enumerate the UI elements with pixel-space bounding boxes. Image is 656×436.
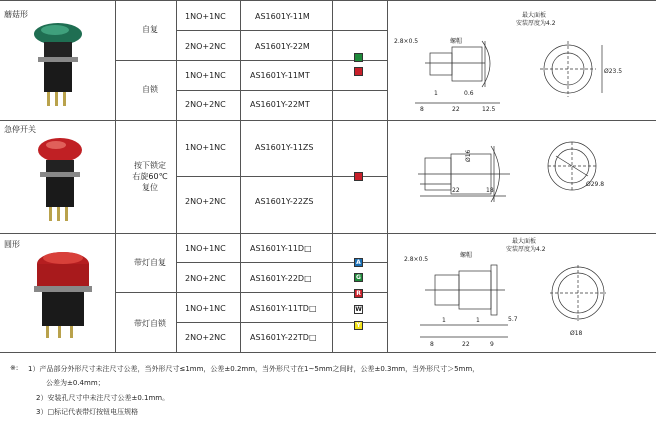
dim-label: 安装厚度为4.2 — [506, 246, 546, 253]
color-swatch: G — [354, 273, 363, 282]
dim-label: 22 — [462, 341, 470, 348]
dim-label: 螺帽 — [450, 38, 463, 45]
function-label: 带灯自锁 — [134, 319, 166, 328]
dimension-drawing — [390, 235, 655, 352]
model-number: AS1601Y-11ZS — [255, 143, 314, 152]
model-number: AS1601Y-11M — [255, 12, 310, 21]
dim-label: Ø29.8 — [586, 181, 605, 188]
function-label: 自锁 — [142, 85, 158, 94]
dimension-drawing — [390, 122, 655, 232]
function-label: 按下锁定 右旋60℃ 复位 — [132, 161, 168, 192]
color-swatch: R — [354, 289, 363, 298]
model-number: AS1601Y-11MT — [250, 71, 310, 80]
note-2: 2）安装孔尺寸中未注尺寸公差±0.1mm。 — [36, 394, 170, 402]
function-label: 自复 — [142, 25, 158, 34]
category-label: 圆形 — [4, 240, 20, 249]
dim-label: 安装厚度为4.2 — [516, 20, 556, 27]
model-number: AS1601Y-22D□ — [250, 274, 312, 283]
category-label: 蘑菇形 — [4, 10, 28, 19]
color-swatch: A — [354, 258, 363, 267]
mushroom-button-photo — [28, 20, 88, 110]
color-swatch — [354, 67, 363, 76]
color-swatch: W — [355, 306, 362, 313]
round-illuminated-button-photo — [28, 244, 98, 344]
dim-label: 9 — [490, 341, 494, 348]
note-3: 3）□标记代表带灯按钮电压规格 — [36, 408, 139, 416]
notes-marker: ※: — [10, 364, 19, 372]
dim-label: 8 — [430, 341, 434, 348]
contact-label: 1NO+1NC — [185, 143, 226, 152]
contact-label: 1NO+1NC — [185, 12, 226, 21]
dim-label: 5.7 — [508, 316, 518, 323]
note-1-cont: 公差为±0.4mm； — [46, 379, 105, 387]
contact-label: 2NO+2NC — [185, 100, 226, 109]
dim-label: 2.8×0.5 — [404, 256, 429, 263]
contact-label: 2NO+2NC — [185, 333, 226, 342]
contact-label: 1NO+1NC — [185, 71, 226, 80]
category-label: 急停开关 — [4, 125, 36, 134]
dim-label: 22 — [452, 106, 460, 113]
contact-label: 1NO+1NC — [185, 244, 226, 253]
model-number: AS1601Y-11TD□ — [250, 304, 317, 313]
dim-label: 螺帽 — [460, 252, 473, 259]
color-swatch — [354, 172, 363, 181]
model-number: AS1601Y-22MT — [250, 100, 310, 109]
dim-label: Ø18 — [570, 330, 583, 337]
dim-label: Ø16 — [465, 149, 472, 162]
color-swatch: Y — [354, 321, 363, 330]
dim-label: Ø23.5 — [604, 68, 623, 75]
dimension-drawing — [390, 3, 655, 118]
contact-label: 2NO+2NC — [185, 197, 226, 206]
dim-label: 8 — [420, 106, 424, 113]
color-swatch — [354, 53, 363, 62]
dim-label: 2.8×0.5 — [394, 38, 419, 45]
model-number: AS1601Y-22M — [255, 42, 310, 51]
contact-label: 2NO+2NC — [185, 42, 226, 51]
model-number: AS1601Y-22ZS — [255, 197, 314, 206]
function-label: 带灯自复 — [134, 258, 166, 267]
contact-label: 2NO+2NC — [185, 274, 226, 283]
dim-label: 0.6 — [464, 90, 474, 97]
model-number: AS1601Y-22TD□ — [250, 333, 317, 342]
dim-label: 最大面板 — [522, 12, 547, 19]
contact-label: 1NO+1NC — [185, 304, 226, 313]
dim-label: 18 — [486, 187, 494, 194]
dim-label: 1 — [434, 90, 438, 97]
note-1: 1）产品部分外形尺寸未注尺寸公差，当外形尺寸≤1mm，公差±0.2mm，当外形尺寸在1~5mm之间时，公差±0.3mm，当外形尺寸＞5mm， — [28, 365, 480, 373]
model-number: AS1601Y-11D□ — [250, 244, 312, 253]
dim-label: 最大面板 — [512, 238, 537, 245]
dim-label: 1 — [476, 317, 480, 324]
dim-label: 12.5 — [482, 106, 496, 113]
emergency-stop-photo — [34, 136, 94, 226]
dim-label: 1 — [442, 317, 446, 324]
dim-label: 22 — [452, 187, 460, 194]
